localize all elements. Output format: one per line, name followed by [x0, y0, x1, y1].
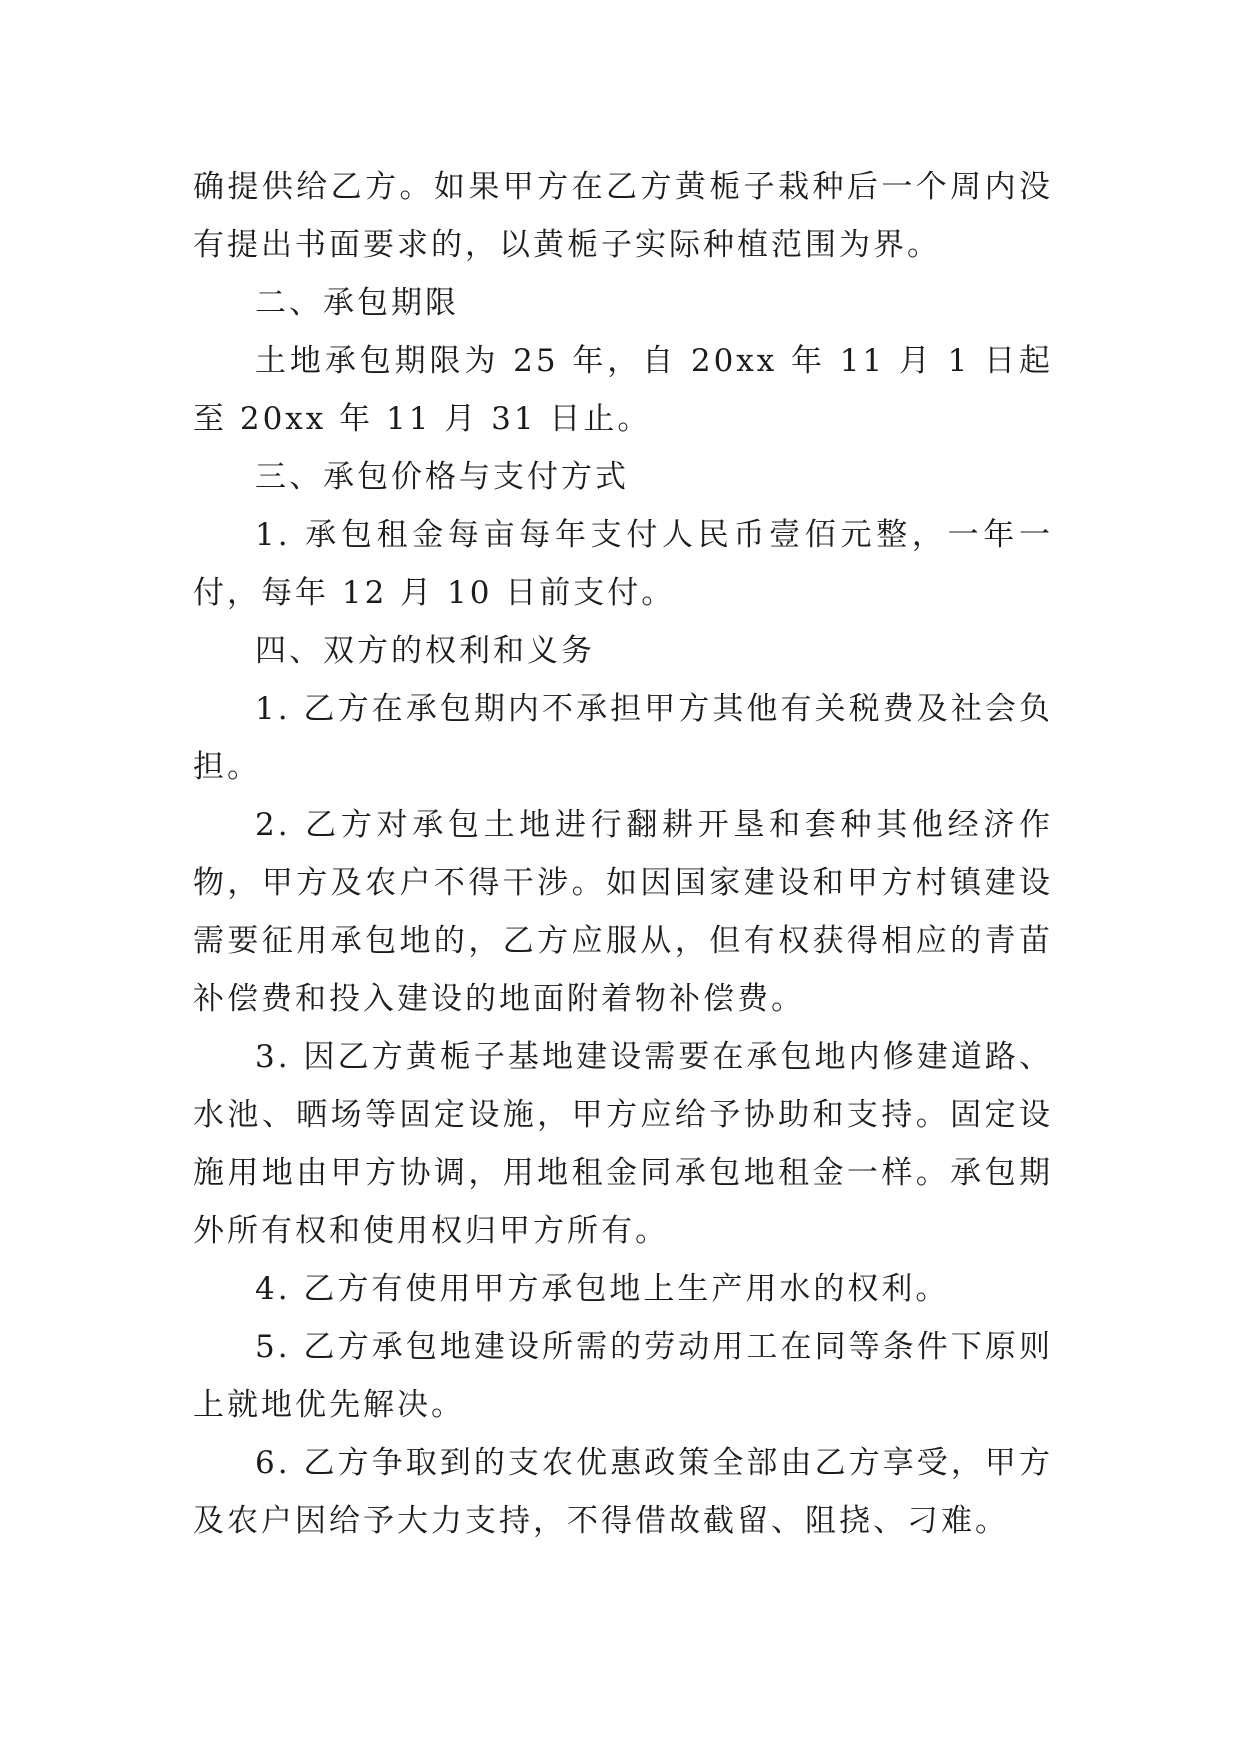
section-heading-price-payment: 三、承包价格与支付方式 — [255, 459, 629, 495]
paragraph-continuation: 确提供给乙方。如果甲方在乙方黄栀子栽种后一个周内没有提出书面要求的，以黄栀子实际种植范围为界。 — [193, 169, 1053, 263]
paragraph-rights-item-2: 2. 乙方对承包土地进行翻耕开垦和套种其他经济作物，甲方及农户不得干涉。如因国家建设和甲方村镇建设需要征用承包地的，乙方应服从，但有权获得相应的青苗补偿费和投入建设的地面附着物补偿费。 — [193, 807, 1053, 1017]
paragraph-rights-item-4: 4. 乙方有使用甲方承包地上生产用水的权利。 — [255, 1271, 950, 1307]
document-body — [193, 158, 1053, 1550]
paragraph-contract-term: 土地承包期限为 25 年，自 20xx 年 11 月 1 日起至 20xx 年 11 月 31 日止。 — [193, 343, 1053, 437]
paragraph-rights-item-5: 5. 乙方承包地建设所需的劳动用工在同等条件下原则上就地优先解决。 — [193, 1329, 1053, 1423]
paragraph-rights-item-6: 6. 乙方争取到的支农优惠政策全部由乙方享受，甲方及农户因给予大力支持，不得借故截留、阻挠、刁难。 — [193, 1445, 1053, 1539]
paragraph-payment-item-1: 1. 承包租金每亩每年支付人民币壹佰元整，一年一付，每年 12 月 10 日前支付。 — [193, 517, 1053, 611]
paragraph-rights-item-3: 3. 因乙方黄栀子基地建设需要在承包地内修建道路、水池、晒场等固定设施，甲方应给予协助和支持。固定设施用地由甲方协调，用地租金同承包地租金一样。承包期外所有权和使用权归甲方所有。 — [193, 1039, 1053, 1249]
section-heading-contract-term: 二、承包期限 — [255, 285, 459, 321]
section-heading-rights-obligations: 四、双方的权利和义务 — [255, 633, 595, 669]
paragraph-rights-item-1: 1. 乙方在承包期内不承担甲方其他有关税费及社会负担。 — [193, 691, 1053, 785]
